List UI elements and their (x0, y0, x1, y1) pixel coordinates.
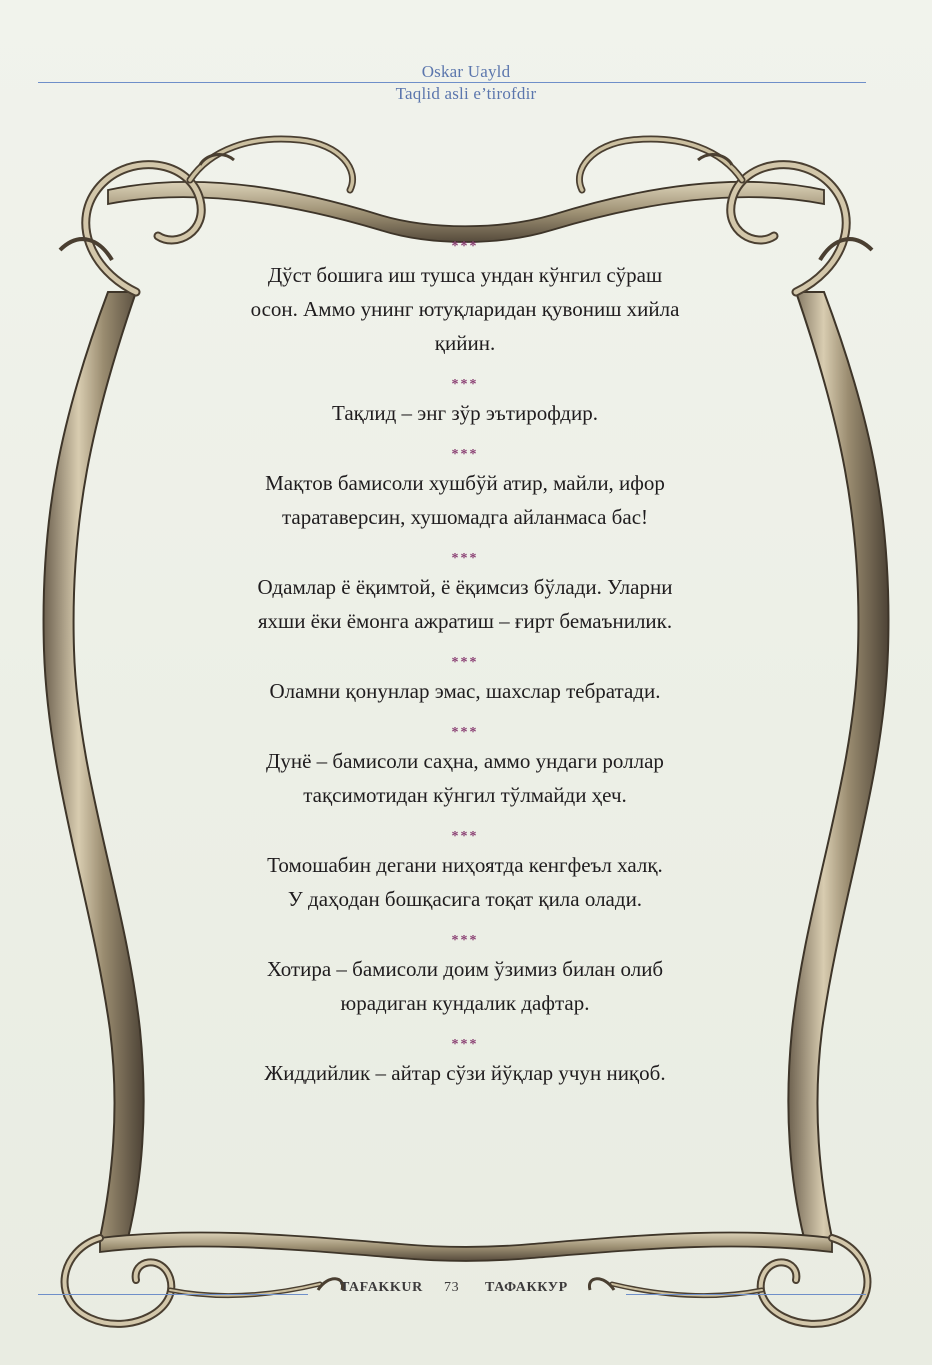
footer-rule-left (38, 1294, 308, 1295)
aphorism-9: Жиддийлик – айтар сўзи йўқлар учун ниқоб. (264, 1061, 666, 1085)
aphorism-1: Дўст бошига иш тушса ундан кўнгил сўраш осон. Аммо унинг ютуқларидан қувониш хийла қийин. (250, 263, 680, 355)
separator: *** (451, 447, 479, 462)
aphorism-6: Дунё – бамисоли саҳна, аммо ундаги роллар тақсимотидан кўнгил тўлмайди ҳеч. (266, 749, 664, 807)
aphorism-7: Томошабин дегани ниҳоятда кенгфеъл халқ. У даҳодан бошқасига тоқат қила олади. (267, 853, 663, 911)
separator: *** (451, 655, 479, 670)
aphorism-5: Оламни қонунлар эмас, шахслар тебратади. (269, 679, 661, 703)
separator: *** (451, 377, 479, 392)
header-title: Taqlid asli e’tirofdir (395, 84, 537, 103)
separator: *** (451, 829, 479, 844)
footer-journal-latin: TAFAKKUR (340, 1280, 423, 1295)
separator: *** (451, 239, 479, 254)
aphorism-3: Мақтов бамисоли хушбўй атир, майли, ифор таратаверсин, хушомадга айланмаса бас! (265, 471, 665, 529)
separator: *** (451, 725, 479, 740)
footer-journal-cyrillic: ТАФАККУР (485, 1280, 568, 1295)
separator: *** (451, 551, 479, 566)
footer-rule-right (626, 1294, 866, 1295)
aphorism-list (180, 236, 750, 1104)
footer (0, 1278, 932, 1308)
page-number: 73 (444, 1280, 460, 1295)
aphorism-2: Тақлид – энг зўр эътирофдир. (332, 401, 598, 425)
aphorism-4: Одамлар ё ёқимтой, ё ёқимсиз бўлади. Уларни яхши ёки ёмонга ажратиш – ғирт бемаънилик. (257, 575, 673, 633)
header-author: Oskar Uayld (421, 62, 511, 81)
separator: *** (451, 933, 479, 948)
separator: *** (451, 1037, 479, 1052)
aphorism-8: Хотира – бамисоли доим ўзимиз билан олиб юрадиган кундалик дафтар. (266, 957, 664, 1015)
